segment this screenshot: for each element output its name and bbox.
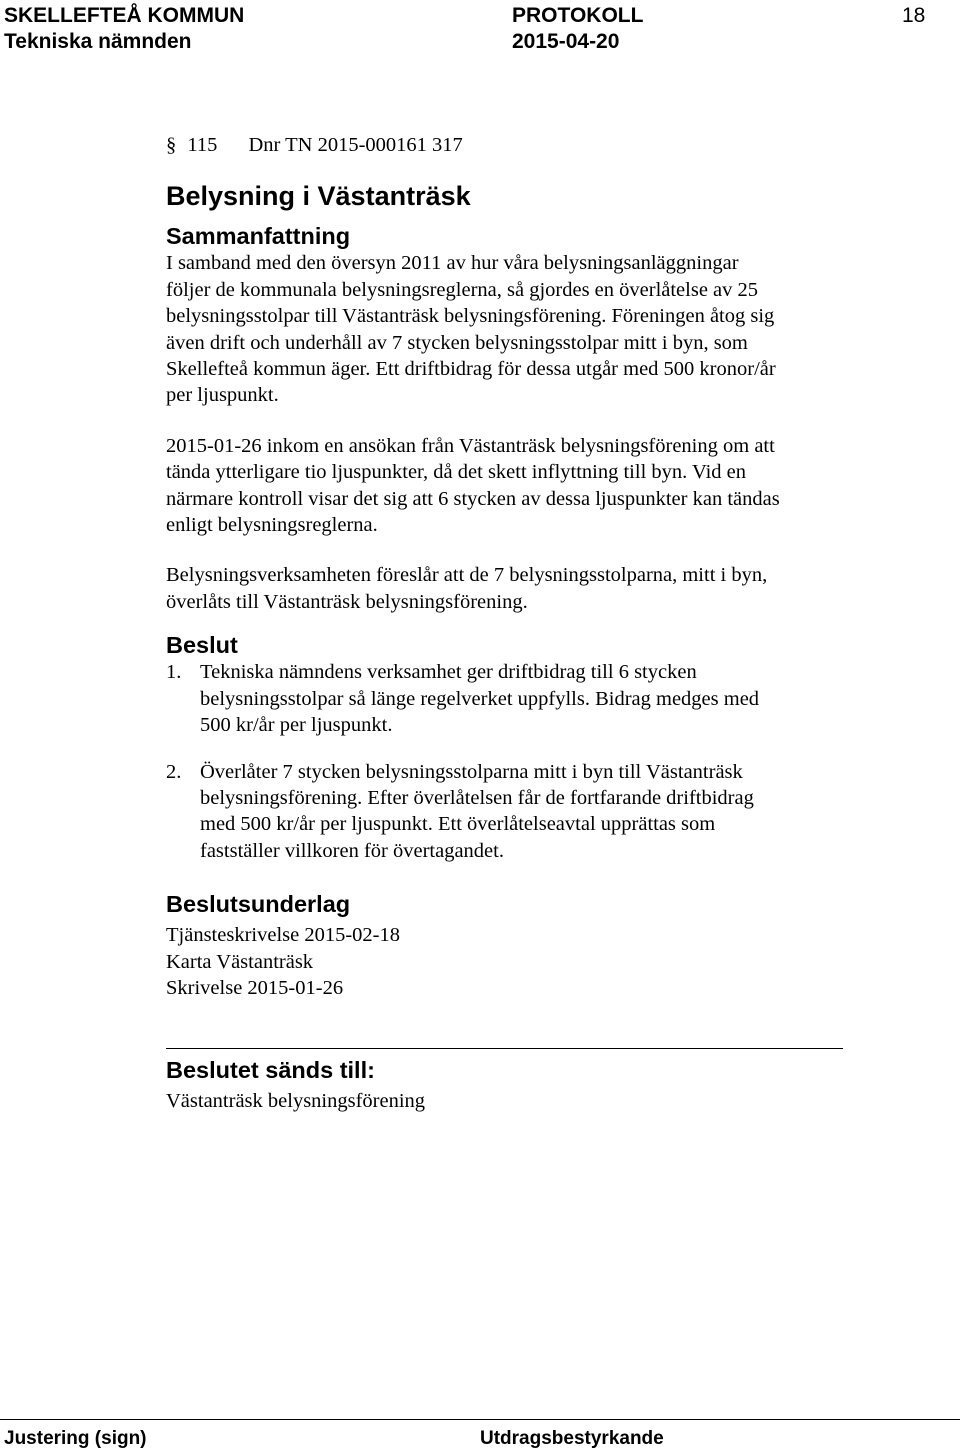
text-line: 2015-01-26 inkom en ansökan från Västanträsk belysningsförening om att [166, 434, 775, 457]
text-line: närmare kontroll visar det sig att 6 stycken av dessa ljuspunkter kan tändas [166, 487, 780, 510]
basis-heading: Beslutsunderlag [166, 891, 351, 918]
case-dnr: Dnr TN 2015-000161 317 [248, 134, 463, 156]
decision-heading: Beslut [166, 632, 238, 659]
text-line: Överlåter 7 stycken belysningsstolparna mitt i byn till Västanträsk [200, 760, 743, 783]
footer-utdragsbestyrkande: Utdragsbestyrkande [480, 1428, 664, 1449]
decision-item [166, 659, 866, 738]
text-line: per ljuspunkt. [166, 384, 279, 407]
footer-justering: Justering (sign) [4, 1428, 147, 1449]
footer-divider [0, 1419, 960, 1420]
summary-paragraph-1 [166, 250, 866, 408]
text-line: även drift och underhåll av 7 stycken belysningsstolpar mitt i byn, som [166, 331, 748, 354]
text-line: fastställer villkoren för övertagandet. [200, 839, 504, 862]
basis-list [166, 922, 866, 1001]
decision-item [166, 759, 866, 865]
text-line: I samband med den översyn 2011 av hur våra belysningsanläggningar [166, 252, 739, 275]
text-line: överlåts till Västanträsk belysningsförening. [166, 590, 528, 613]
text-line: tända ytterligare tio ljuspunkter, då det skett inflyttning till byn. Vid en [166, 461, 747, 484]
text-line: belysningsstolpar så länge regelverket uppfylls. Bidrag medges med [200, 687, 760, 710]
summary-paragraph-3 [166, 562, 866, 615]
text-line: Belysningsverksamheten föreslår att de 7 belysningsstolparna, mitt i byn, [166, 564, 768, 587]
decision-item-number: 2. [166, 760, 182, 783]
section-symbol: § [166, 134, 177, 156]
basis-item: Karta Västanträsk [166, 950, 314, 973]
summary-paragraph-2 [166, 433, 866, 539]
header-org: SKELLEFTEÅ KOMMUN [4, 4, 245, 27]
sent-to-heading: Beslutet sänds till: [166, 1057, 375, 1084]
decision-item-number: 1. [166, 661, 182, 684]
protocol-section [166, 132, 866, 1115]
page-title: Belysning i Västanträsk [166, 181, 471, 212]
text-line: belysningsstolpar till Västanträsk belysningsförening. Föreningen åtog sig [166, 305, 775, 328]
header-doc-type: PROTOKOLL [512, 4, 644, 27]
case-reference [166, 132, 866, 158]
text-line: Tekniska nämndens verksamhet ger driftbidrag till 6 stycken [200, 661, 697, 684]
basis-item: Tjänsteskrivelse 2015-02-18 [166, 924, 400, 947]
basis-item: Skrivelse 2015-01-26 [166, 976, 344, 999]
header-dept: Tekniska nämnden [4, 30, 192, 53]
case-number: 115 [187, 134, 218, 156]
text-line: 500 kr/år per ljuspunkt. [200, 714, 393, 737]
recipient: Västanträsk belysningsförening [166, 1090, 426, 1113]
text-line: belysningsförening. Efter överlåtelsen får de fortfarande driftbidrag [200, 786, 754, 809]
summary-heading: Sammanfattning [166, 223, 351, 250]
text-line: följer de kommunala belysningsreglerna, så gjordes en överlåtelse av 25 [166, 278, 759, 301]
text-line: med 500 kr/år per ljuspunkt. Ett överlåtelseavtal upprättas som [200, 813, 716, 836]
header-date: 2015-04-20 [512, 30, 620, 53]
divider [166, 1048, 843, 1049]
text-line: enligt belysningsreglerna. [166, 514, 378, 537]
page-number: 18 [902, 4, 926, 27]
text-line: Skellefteå kommun äger. Ett driftbidrag för dessa utgår med 500 kronor/år [166, 358, 776, 381]
